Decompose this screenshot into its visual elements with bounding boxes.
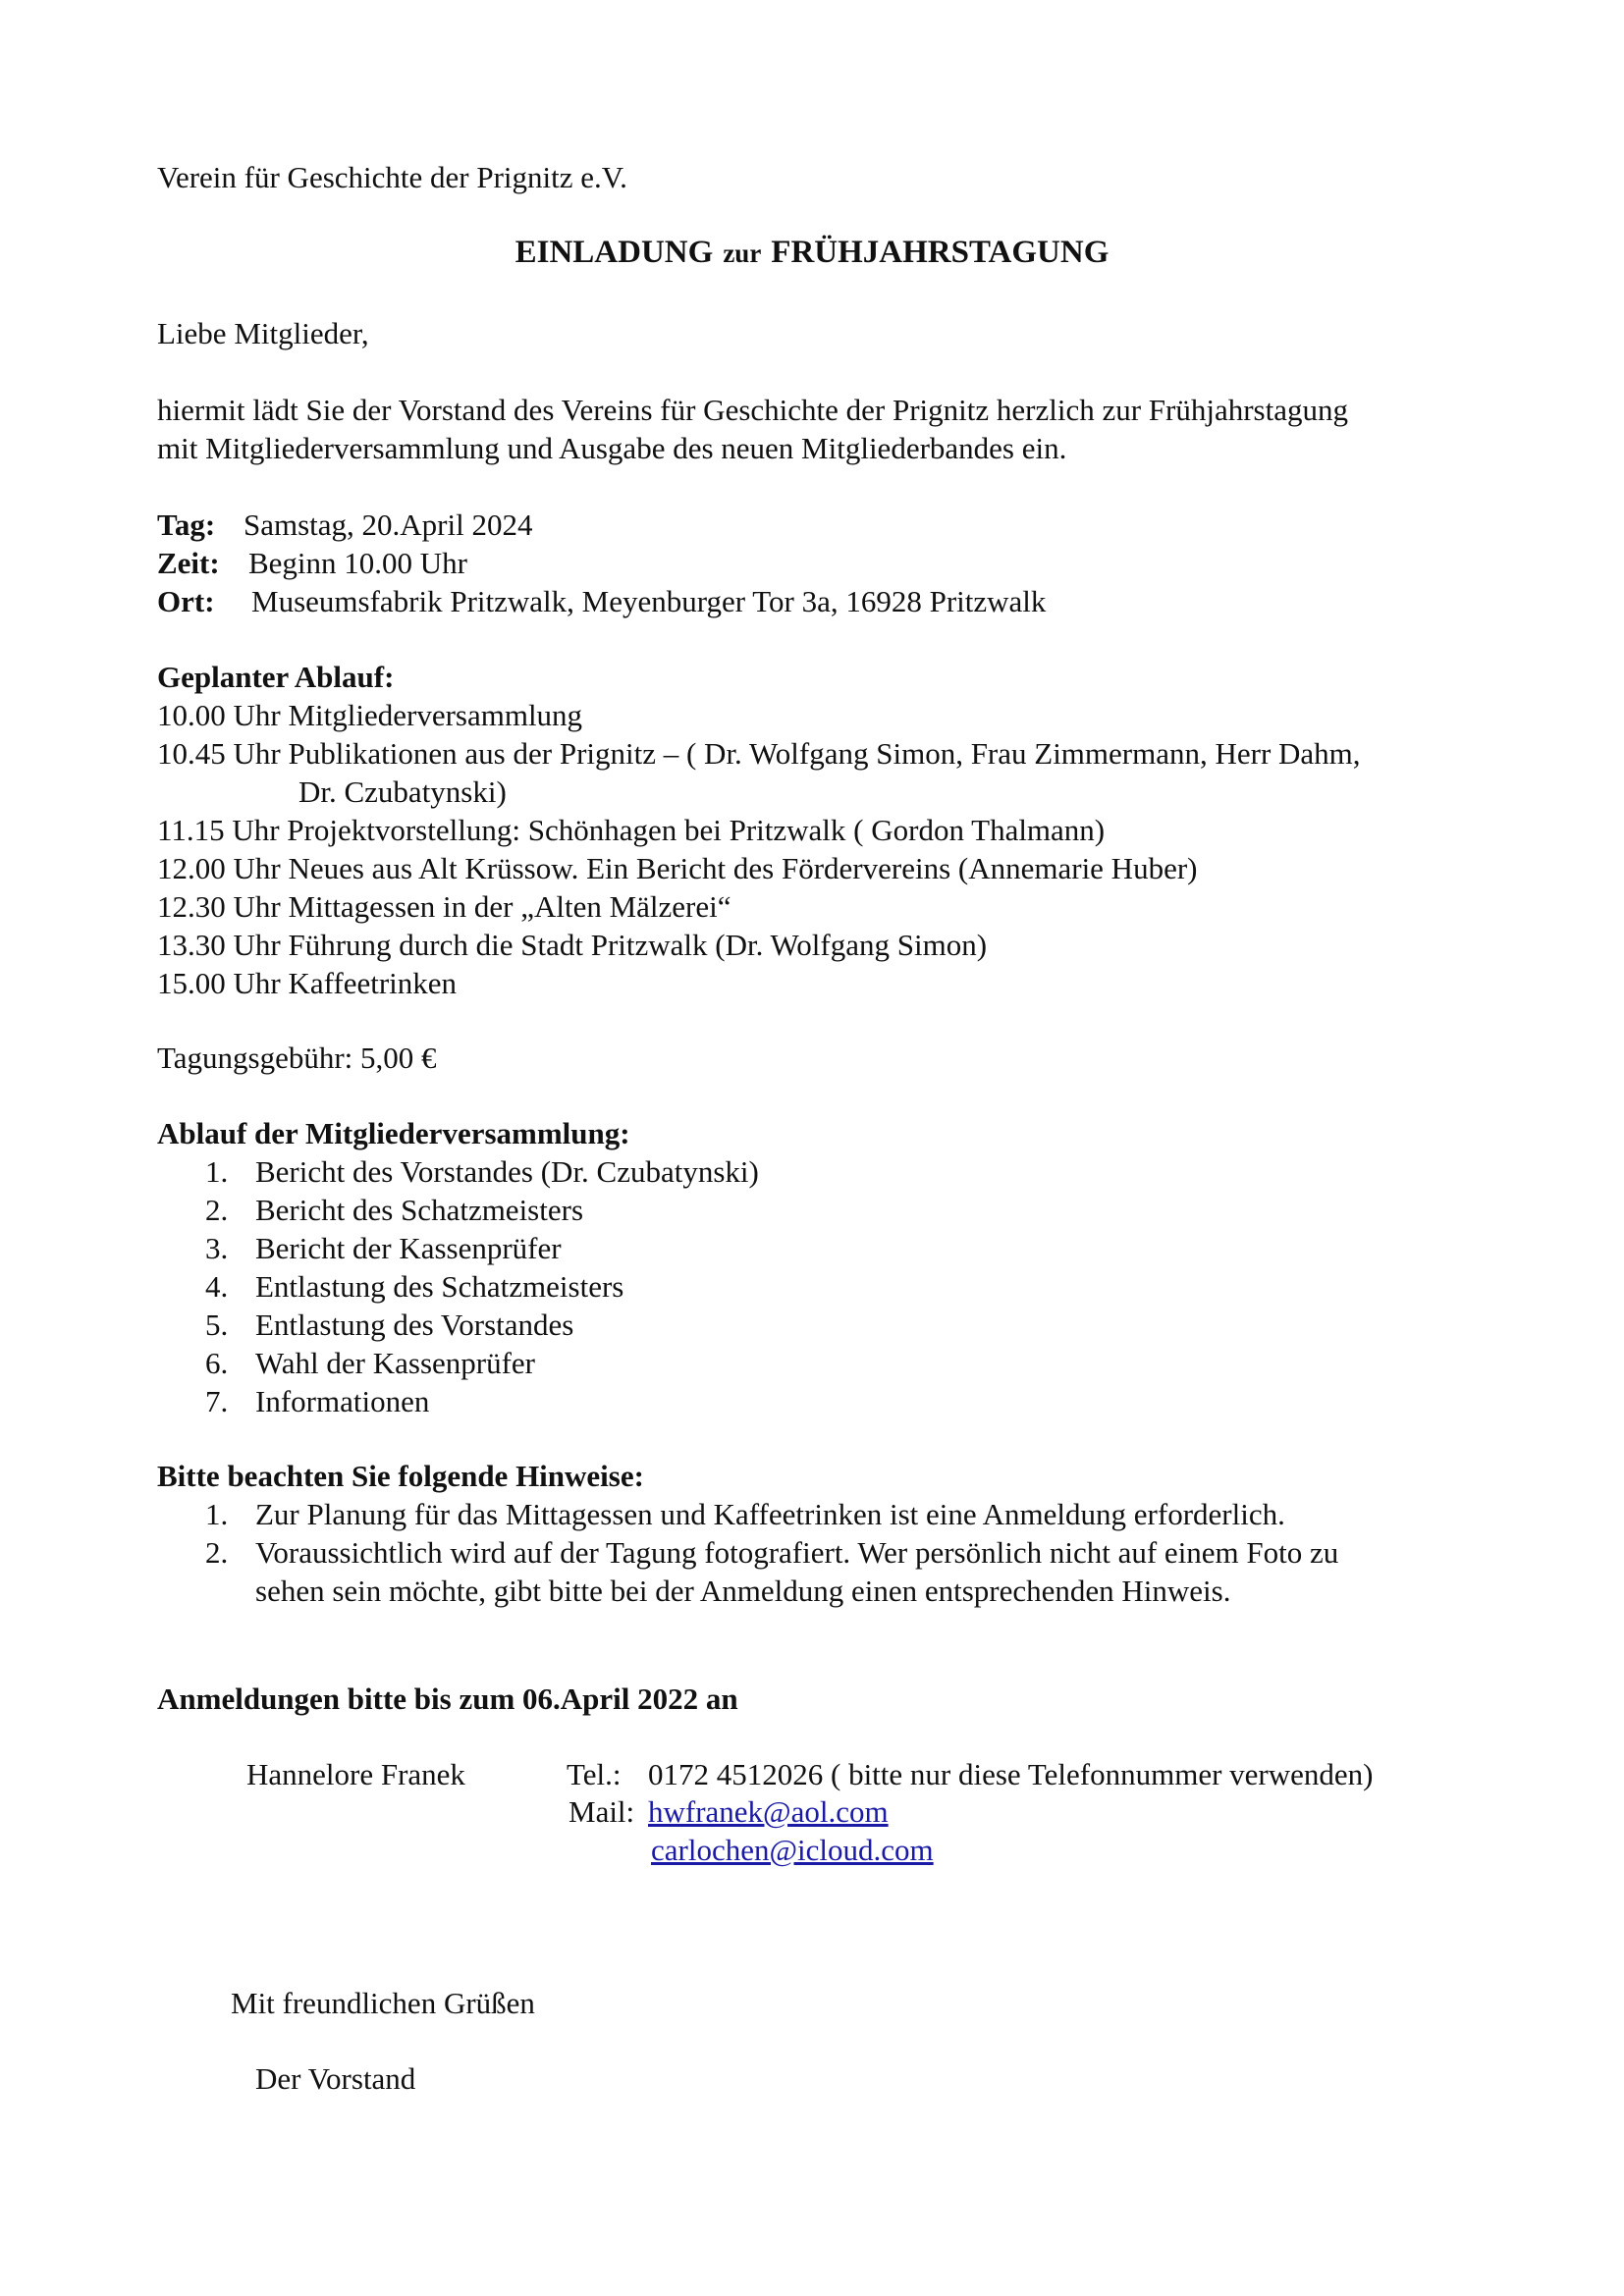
tel-label: Tel.: [567, 1757, 622, 1791]
note-item: Voraussichtlich wird auf der Tagung fotografiert. Wer persönlich nicht auf einem Foto zu [255, 1535, 1339, 1570]
zeit-value: Beginn 10.00 Uhr [248, 546, 468, 580]
list-number: 3. [205, 1231, 229, 1265]
note-item: Zur Planung für das Mittagessen und Kaffeetrinken ist eine Anmeldung erforderlich. [255, 1497, 1285, 1531]
zeit-label: Zeit: [157, 546, 220, 580]
assembly-heading: Ablauf der Mitgliederversammlung: [157, 1116, 630, 1150]
tag-value: Samstag, 20.April 2024 [244, 507, 533, 542]
closing-regards: Mit freundlichen Grüßen [231, 1986, 535, 2020]
assembly-item: Entlastung des Schatzmeisters [255, 1269, 624, 1304]
assembly-item: Bericht des Schatzmeisters [255, 1193, 584, 1227]
assembly-item: Entlastung des Vorstandes [255, 1308, 574, 1342]
list-number: 2. [205, 1535, 229, 1570]
intro-line-1: hiermit lädt Sie der Vorstand des Vereins für Geschichte der Prignitz herzlich zur Frühjahrstagung [157, 393, 1348, 427]
title-part-einladung: EINLADUNG [514, 235, 714, 270]
schedule-item: 13.30 Uhr Führung durch die Stadt Pritzwalk (Dr. Wolfgang Simon) [157, 928, 988, 962]
tag-label: Tag: [157, 507, 216, 542]
schedule-heading: Geplanter Ablauf: [157, 660, 395, 694]
schedule-item: 12.30 Uhr Mittagessen in der „Alten Mälzerei“ [157, 889, 731, 924]
schedule-item: 15.00 Uhr Kaffeetrinken [157, 966, 458, 1000]
assembly-item: Informationen [255, 1384, 430, 1418]
organization-name: Verein für Geschichte der Prignitz e.V. [157, 160, 627, 194]
mail-label: Mail: [568, 1794, 635, 1829]
list-number: 1. [205, 1497, 229, 1531]
email-link-1[interactable]: hwfranek@aol.com [648, 1794, 889, 1829]
notes-heading: Bitte beachten Sie folgende Hinweise: [157, 1459, 644, 1493]
list-number: 7. [205, 1384, 229, 1418]
tel-value: 0172 4512026 ( bitte nur diese Telefonnummer verwenden) [648, 1757, 1374, 1791]
schedule-item: 10.00 Uhr Mitgliederversammlung [157, 698, 583, 732]
list-number: 6. [205, 1346, 229, 1380]
list-number: 4. [205, 1269, 229, 1304]
ort-value: Museumsfabrik Pritzwalk, Meyenburger Tor 3a, 16928 Pritzwalk [251, 584, 1047, 618]
schedule-item: 12.00 Uhr Neues aus Alt Krüssow. Ein Bericht des Fördervereins (Annemarie Huber) [157, 851, 1198, 885]
email-link-2[interactable]: carlochen@icloud.com [651, 1833, 934, 1867]
title-part-zur: zur [723, 239, 762, 268]
greeting: Liebe Mitglieder, [157, 316, 369, 350]
conference-fee: Tagungsgebühr: 5,00 € [157, 1041, 437, 1075]
title-part-fruehjahrstagung: FRÜHJAHRSTAGUNG [771, 235, 1110, 270]
list-number: 2. [205, 1193, 229, 1227]
note-item-continuation: sehen sein möchte, gibt bitte bei der Anmeldung einen entsprechenden Hinweis. [255, 1574, 1231, 1608]
contact-name: Hannelore Franek [246, 1757, 465, 1791]
document-title [0, 234, 1624, 273]
signature: Der Vorstand [255, 2061, 416, 2096]
schedule-item: 10.45 Uhr Publikationen aus der Prignitz – ( Dr. Wolfgang Simon, Frau Zimmermann, Herr Dahm, [157, 736, 1361, 771]
assembly-item: Bericht des Vorstandes (Dr. Czubatynski) [255, 1154, 759, 1189]
schedule-item-continuation: Dr. Czubatynski) [298, 774, 507, 809]
ort-label: Ort: [157, 584, 215, 618]
list-number: 1. [205, 1154, 229, 1189]
schedule-item: 11.15 Uhr Projektvorstellung: Schönhagen bei Pritzwalk ( Gordon Thalmann) [157, 813, 1106, 847]
intro-line-2: mit Mitgliederversammlung und Ausgabe des neuen Mitgliederbandes ein. [157, 431, 1067, 465]
assembly-item: Bericht der Kassenprüfer [255, 1231, 562, 1265]
list-number: 5. [205, 1308, 229, 1342]
assembly-item: Wahl der Kassenprüfer [255, 1346, 535, 1380]
registration-heading: Anmeldungen bitte bis zum 06.April 2022 an [157, 1682, 738, 1716]
